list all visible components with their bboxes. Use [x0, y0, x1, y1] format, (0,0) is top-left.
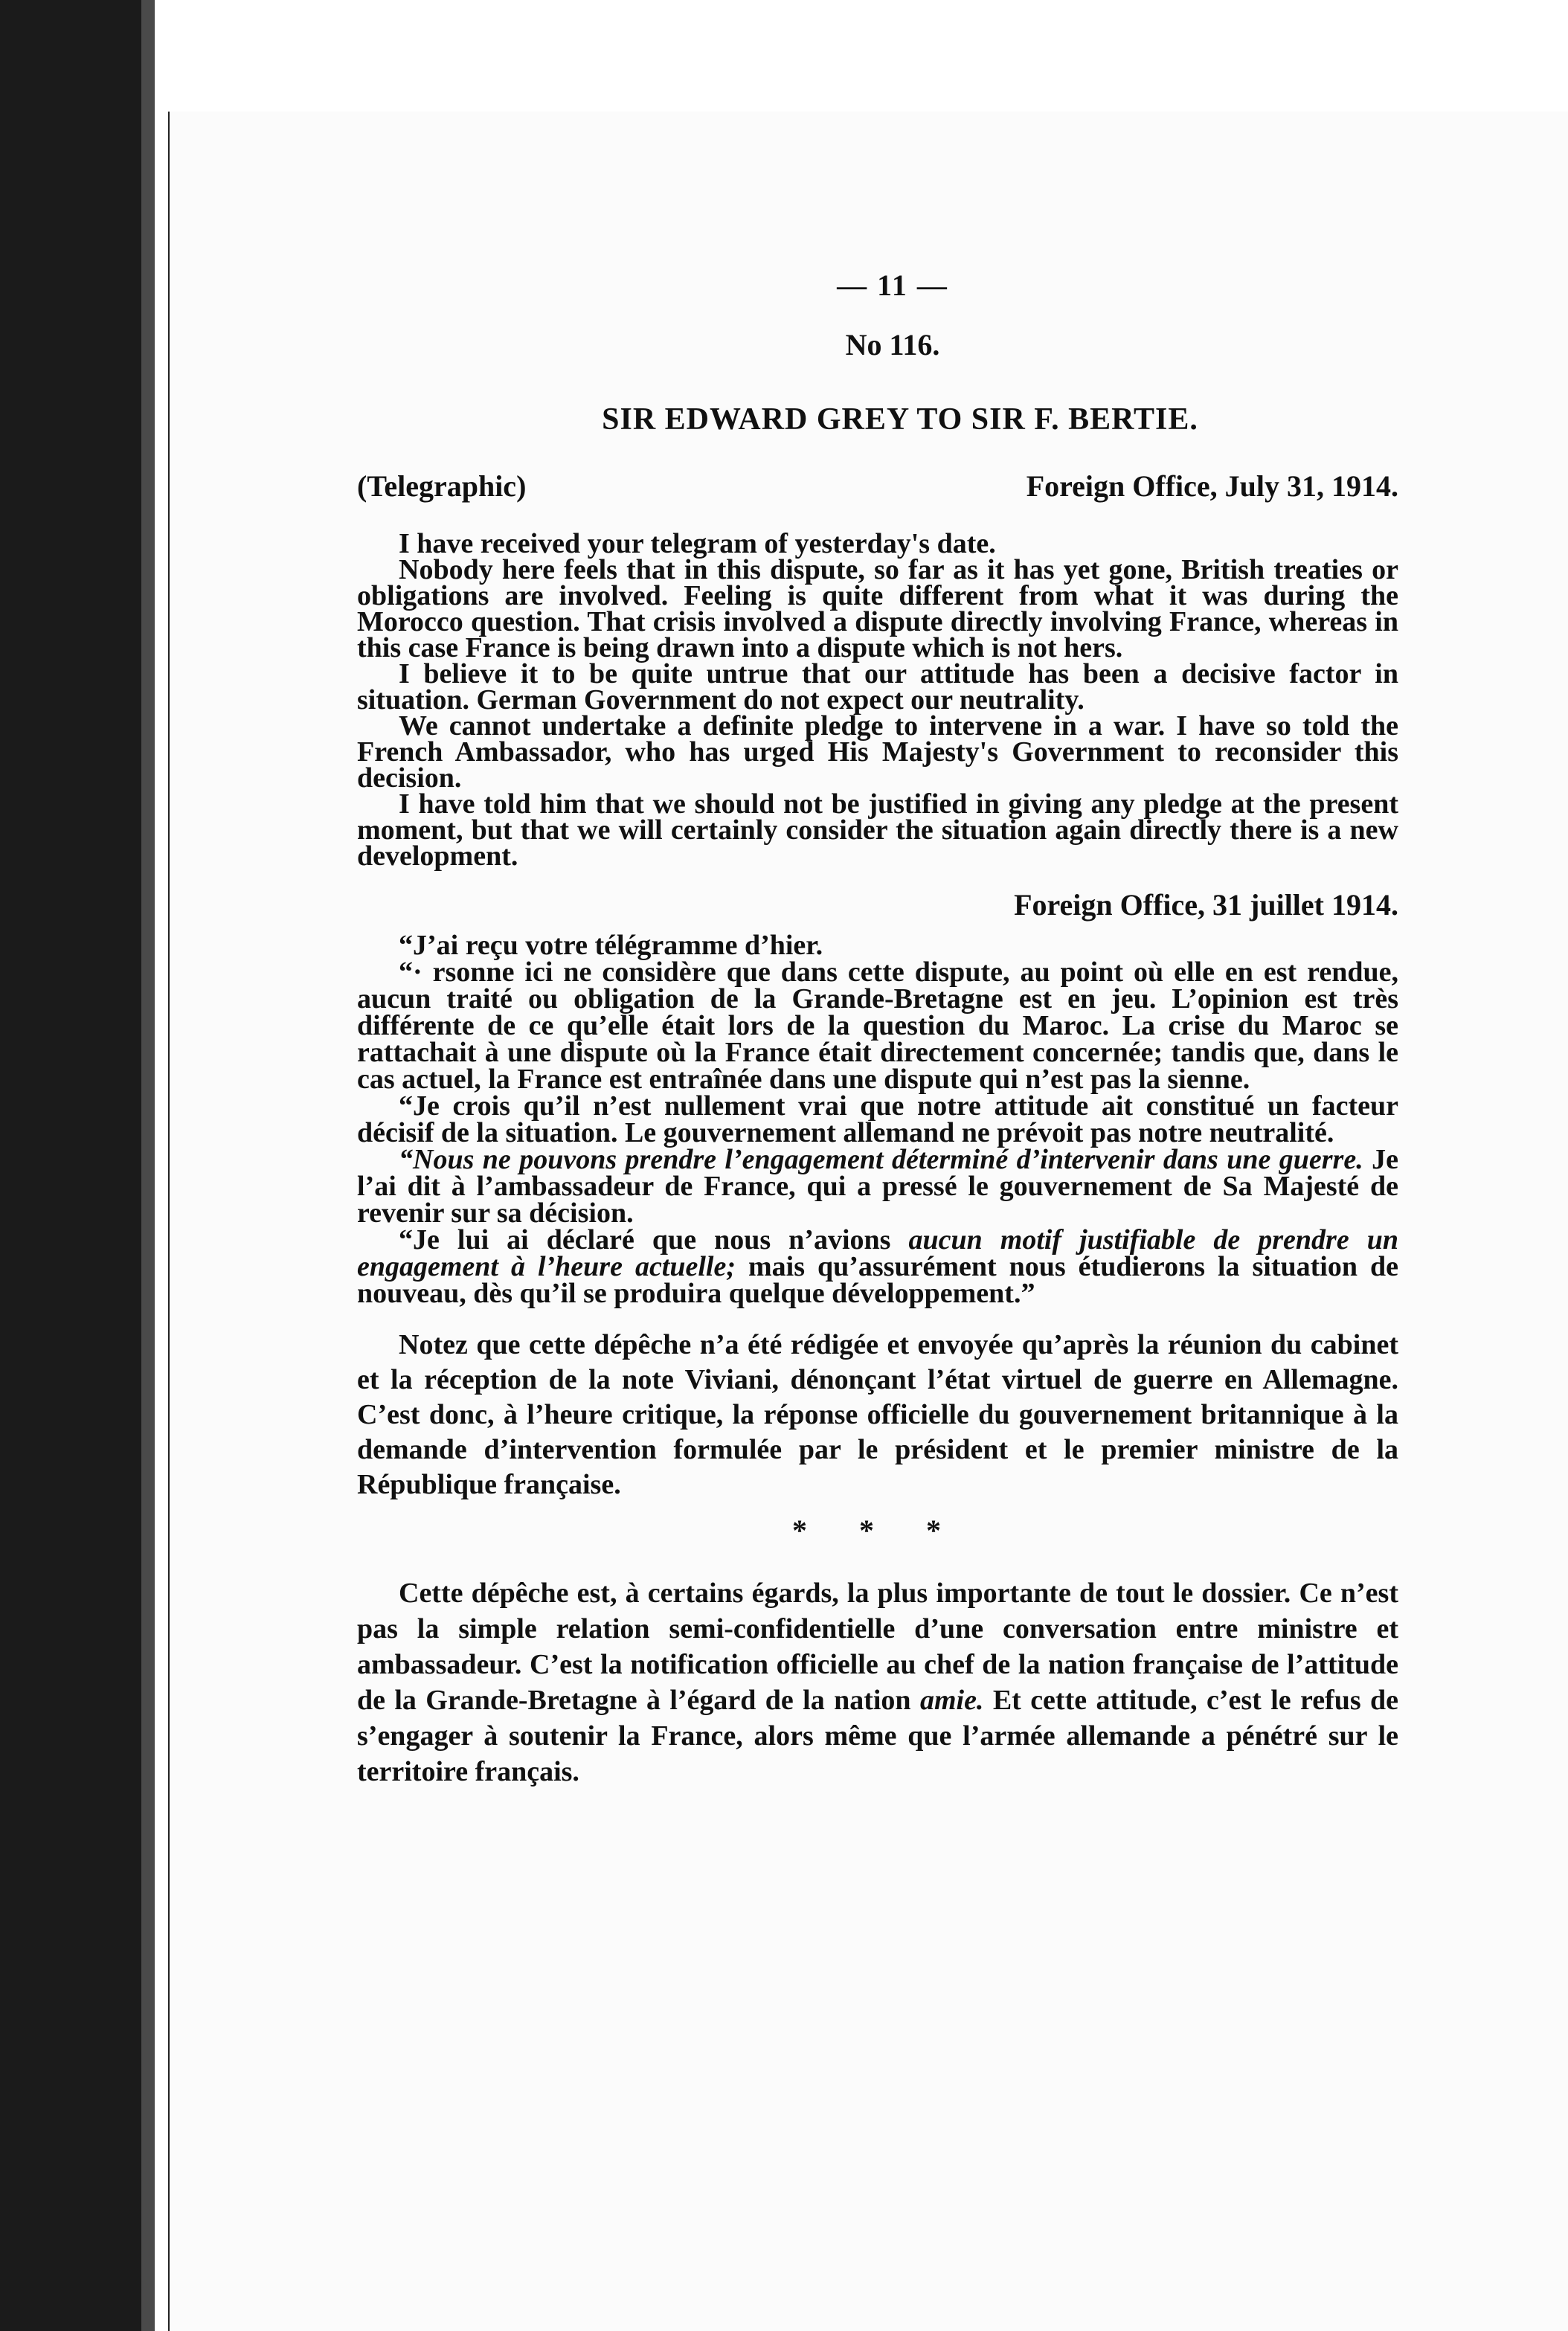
english-paragraph: I have told him that we should not be justified in giving any pledge at the present moment, but that we will certainly consider the situation again directly there is a new development. — [357, 788, 1398, 872]
french-paragraph: “Je crois qu’il n’est nullement vrai que notre attitude ait constitué un facteur décisif de la situation. Le gouvernement allemand ne prévoit pas notre neutralité. — [357, 1090, 1398, 1148]
page-number: — 11 — — [837, 269, 948, 302]
french-translation — [357, 932, 1398, 1307]
page-edge-line — [168, 112, 170, 2331]
scan-margin-top — [155, 0, 1568, 112]
english-paragraph: I believe it to be quite untrue that our attitude has been a decisive factor in situation. German Government do not expect our neutrality. — [357, 658, 1398, 716]
place-date-english: Foreign Office, July 31, 1914. — [1026, 469, 1398, 503]
place-date-french: Foreign Office, 31 juillet 1914. — [1014, 888, 1398, 922]
final-paragraph — [357, 1575, 1398, 1790]
english-paragraph: Nobody here feels that in this dispute, so far as it has yet gone, British treaties or obligations are involved. Feeling is quite different from what it was during the Morocco question. That crisis involved a dispute directly involving France, whereas in this case France is being drawn into a dispute which is not hers. — [357, 554, 1398, 663]
page-content — [357, 268, 1398, 1790]
english-paragraph: We cannot undertake a definite pledge to intervene in a war. I have so told the French Ambassador, who has urged His Majesty's Government to reconsider this decision. — [357, 710, 1398, 794]
english-paragraph: I have received your telegram of yesterday's date. — [399, 528, 996, 559]
italic-text: aucun motif justifiable de prendre un engagement à l’heure actuelle; — [357, 1224, 1398, 1282]
french-paragraph: “· rsonne ici ne considère que dans cette dispute, au point où elle en est rendue, aucun traité ou obligation de la Grande-Bretagne est en jeu. L’opinion est très différente de ce qu’elle était lors de la question du Maroc. La crise du Maroc se rattachait à une dispute où la France était directement concernée; tandis que, dans le cas actuel, la France est entraînée dans une dispute qui n’est pas la sienne. — [357, 956, 1398, 1095]
commentary — [357, 1328, 1398, 1502]
document-heading: SIR EDWARD GREY TO SIR F. BERTIE. — [602, 402, 1198, 437]
document-number: No 116. — [845, 328, 940, 361]
english-text — [357, 528, 1398, 872]
italic-text: “Nous ne pouvons prendre l’engagement déterminé d’intervenir dans une guerre. — [399, 1144, 1363, 1175]
commentary-paragraph: Notez que cette dépêche n’a été rédigée et envoyée qu’après la réunion du cabinet et la réception de la note Viviani, dénonçant l’état virtuel de guerre en Allemagne. C’est donc, à l’heure critique, la réponse officielle du gouvernement britannique à la demande d’intervention formulée par le président et le premier ministre de la République française. — [357, 1329, 1398, 1500]
french-text: mais qu’assurément nous étudierons la situation de nouveau, dès qu’il se produira quelque développement.” — [357, 1251, 1398, 1309]
final-text: Et cette attitude, c’est le refus de s’engager à soutenir la France, alors même que l’armée allemande a pénétré sur le territoire français. — [357, 1685, 1399, 1787]
french-text: “Je lui ai déclaré que nous n’avions — [399, 1224, 909, 1255]
telegram-meta — [357, 469, 1398, 513]
final-text: Cette dépêche est, à certains égards, la plus importante de tout le dossier. Ce n’est pas la simple relation semi-confidentielle d’une conversation entre ministre et ambassadeur. C’est la notification officielle au chef de la nation française de l’attitude de la Grande-Bretagne à l’égard de la nation — [357, 1578, 1398, 1716]
section-separator: * * * — [792, 1514, 963, 1547]
french-paragraph — [357, 1226, 1398, 1307]
final-section — [357, 1575, 1398, 1790]
telegraph-label: (Telegraphic) — [357, 469, 527, 503]
french-paragraph — [357, 1144, 1398, 1229]
microfilm-border — [0, 0, 155, 2331]
italic-text: amie. — [919, 1685, 984, 1716]
french-paragraph: “J’ai reçu votre télégramme d’hier. — [399, 930, 823, 961]
french-text: Je l’ai dit à l’ambassadeur de France, qui a pressé le gouvernement de Sa Majesté de revenir sur sa décision. — [357, 1144, 1398, 1229]
